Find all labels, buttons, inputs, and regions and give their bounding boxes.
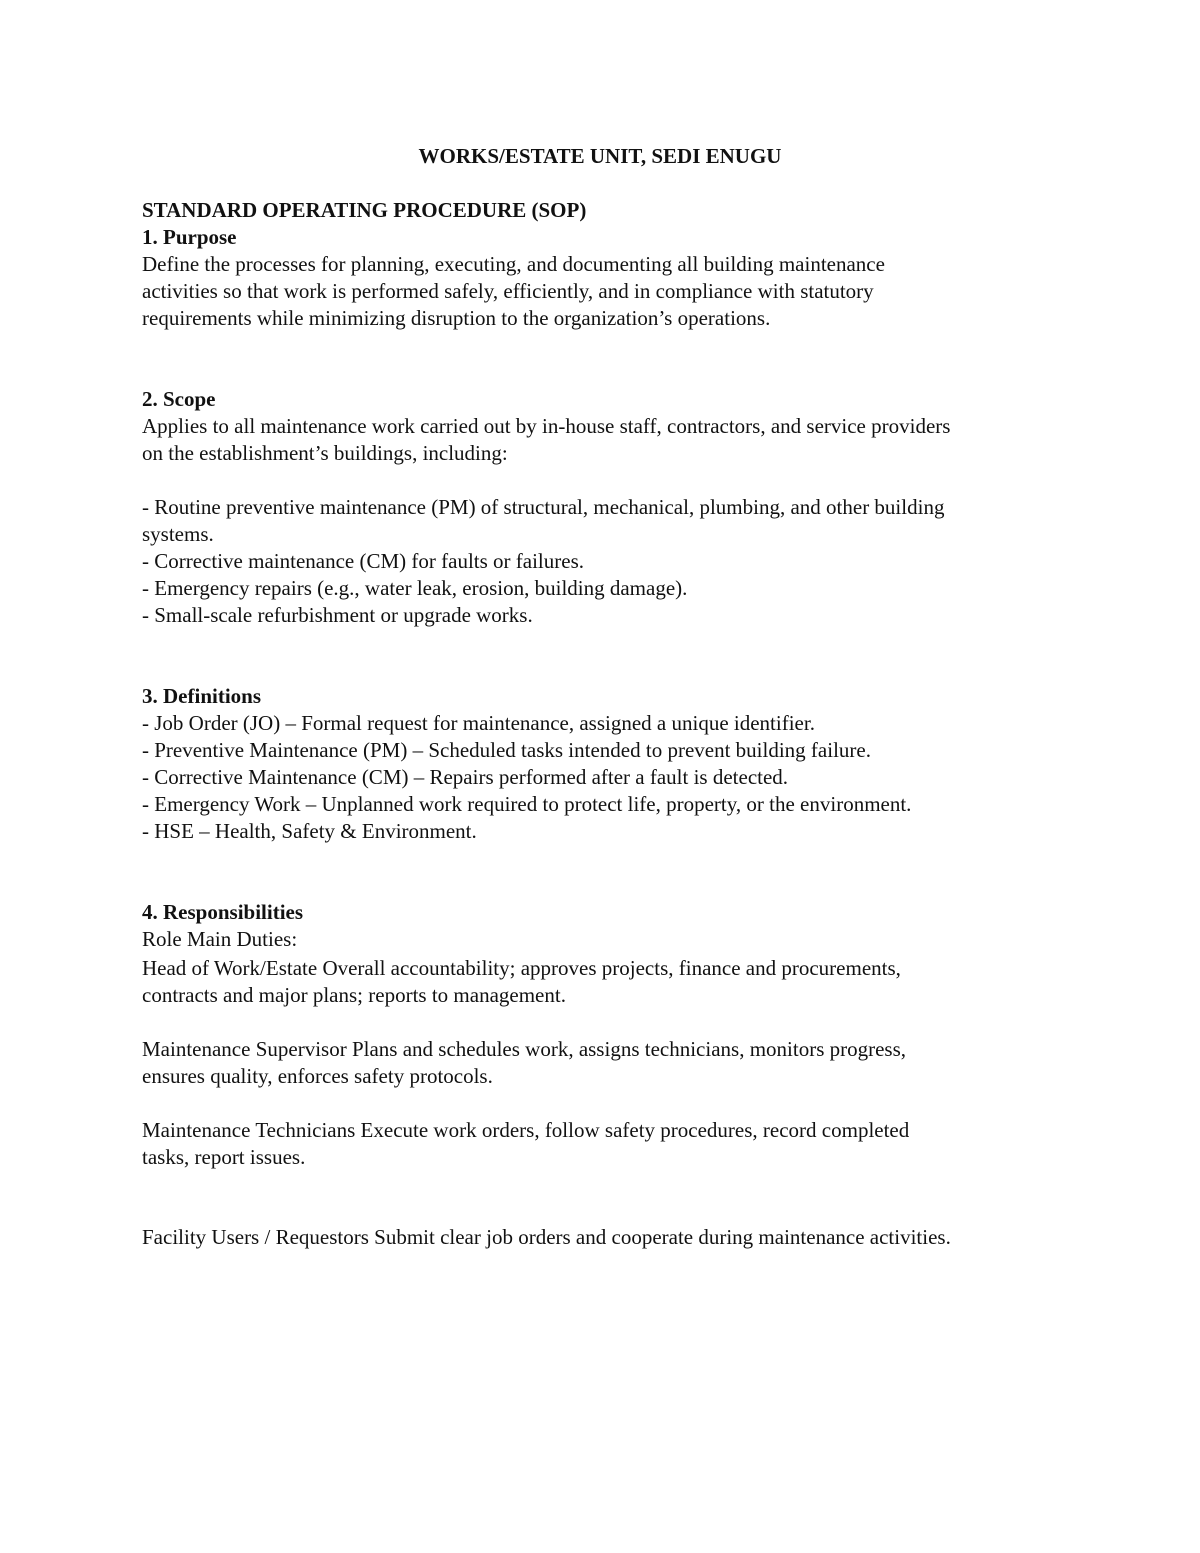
section-heading-definitions: 3. Definitions — [142, 684, 262, 708]
scope-list-item: systems. — [142, 522, 214, 546]
role-duty-line: Maintenance Technicians Execute work orders, follow safety procedures, record completed — [142, 1118, 910, 1142]
role-duty-line: Maintenance Supervisor Plans and schedules work, assigns technicians, monitors progress, — [142, 1037, 907, 1061]
scope-list-item: - Corrective maintenance (CM) for faults or failures. — [142, 549, 584, 573]
responsibilities-subheading: Role Main Duties: — [142, 927, 298, 951]
purpose-line: requirements while minimizing disruption to the organization’s operations. — [142, 306, 771, 330]
purpose-line: Define the processes for planning, executing, and documenting all building maintenance — [142, 252, 885, 276]
definition-item: - Emergency Work – Unplanned work required to protect life, property, or the environment. — [142, 792, 912, 816]
definition-item: - Job Order (JO) – Formal request for maintenance, assigned a unique identifier. — [142, 711, 815, 735]
scope-intro-line: on the establishment’s buildings, including: — [142, 441, 508, 465]
role-duty-line: contracts and major plans; reports to management. — [142, 983, 566, 1007]
purpose-line: activities so that work is performed safely, efficiently, and in compliance with statutory — [142, 279, 874, 303]
scope-list-item: - Emergency repairs (e.g., water leak, erosion, building damage). — [142, 576, 688, 600]
scope-list-item: - Small-scale refurbishment or upgrade works. — [142, 603, 533, 627]
section-heading-responsibilities: 4. Responsibilities — [142, 900, 304, 924]
section-heading-purpose: 1. Purpose — [142, 225, 237, 249]
definition-item: - Corrective Maintenance (CM) – Repairs performed after a fault is detected. — [142, 765, 789, 789]
scope-intro-line: Applies to all maintenance work carried out by in-house staff, contractors, and service providers — [142, 414, 951, 438]
definition-item: - HSE – Health, Safety & Environment. — [142, 819, 477, 843]
role-duty-line: Head of Work/Estate Overall accountability; approves projects, finance and procurements, — [142, 956, 901, 980]
sop-heading: STANDARD OPERATING PROCEDURE (SOP) — [142, 198, 587, 222]
role-duty-line: tasks, report issues. — [142, 1145, 306, 1169]
definition-item: - Preventive Maintenance (PM) – Scheduled tasks intended to prevent building failure. — [142, 738, 871, 762]
document-title: WORKS/ESTATE UNIT, SEDI ENUGU — [418, 144, 782, 168]
role-duty-line: Facility Users / Requestors Submit clear job orders and cooperate during maintenance activities. — [142, 1225, 951, 1249]
section-heading-scope: 2. Scope — [142, 387, 216, 411]
role-duty-line: ensures quality, enforces safety protocols. — [142, 1064, 493, 1088]
scope-list-item: - Routine preventive maintenance (PM) of structural, mechanical, plumbing, and other building — [142, 495, 945, 519]
